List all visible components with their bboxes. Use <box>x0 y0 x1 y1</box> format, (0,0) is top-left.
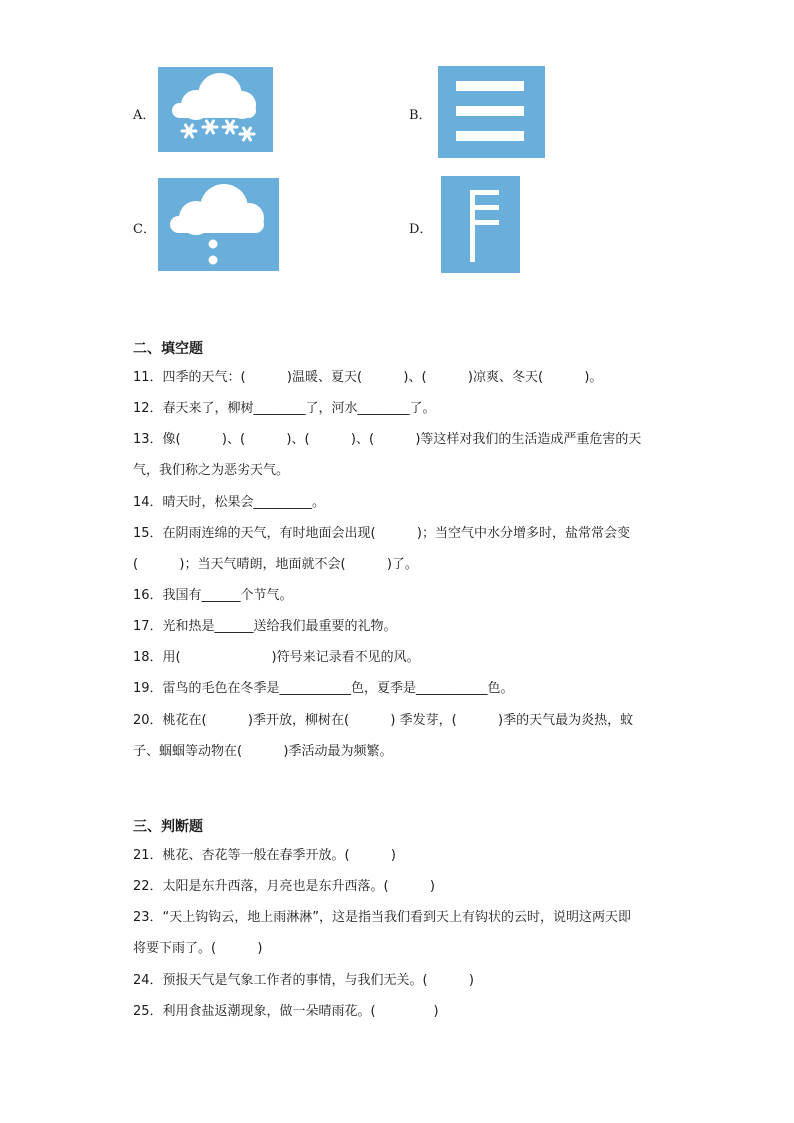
question-23-line-2: 将要下雨了。( ) <box>133 941 263 956</box>
section-title-fill-blank: 二、填空题 <box>133 341 203 357</box>
question-21: 21．桃花、杏花等一般在春季开放。( ) <box>133 848 397 863</box>
option-a-letter: A． <box>133 108 156 123</box>
fog-lines-icon <box>438 66 545 158</box>
question-12: 12．春天来了，柳树________了，河水________了。 <box>133 401 436 416</box>
question-14: 14．晴天时，松果会_________。 <box>133 495 326 510</box>
hail-cloud-icon <box>158 178 279 271</box>
option-c-letter: C． <box>133 222 156 237</box>
question-23-line-1: 23．“天上钩钩云，地上雨淋淋”，这是指当我们看到天上有钩状的云时，说明这两天即 <box>133 910 632 925</box>
option-b-letter: B． <box>409 108 432 123</box>
question-11: 11．四季的天气：( )温暖、夏天( )、( )凉爽、冬天( )。 <box>133 370 603 385</box>
question-13-line-2: 气，我们称之为恶劣天气。 <box>133 463 290 478</box>
question-25: 25．利用食盐返潮现象，做一朵晴雨花。( ) <box>133 1004 439 1019</box>
snow-cloud-icon <box>158 67 273 152</box>
question-17: 17．光和热是______送给我们最重要的礼物。 <box>133 619 397 634</box>
question-20-line-1: 20．桃花在( )季开放，柳树在( ) 季发芽，( )季的天气最为炎热，蚊 <box>133 713 634 728</box>
question-18: 18．用( )符号来记录看不见的风。 <box>133 650 420 665</box>
question-15-line-2: ( )；当天气晴朗，地面就不会( )了。 <box>133 557 418 572</box>
question-19: 19．雷鸟的毛色在冬季是___________色，夏季是___________色。 <box>133 681 514 696</box>
option-d-letter: D． <box>409 222 433 237</box>
wind-flag-icon <box>441 176 520 273</box>
question-13-line-1: 13．像( )、( )、( )、( )等这样对我们的生活造成严重危害的天 <box>133 432 642 447</box>
section-title-judge: 三、判断题 <box>133 819 203 835</box>
question-24: 24．预报天气是气象工作者的事情，与我们无关。( ) <box>133 973 475 988</box>
question-16: 16．我国有______个节气。 <box>133 588 293 603</box>
question-15-line-1: 15．在阴雨连绵的天气，有时地面会出现( )；当空气中水分增多时，盐常常会变 <box>133 526 631 541</box>
question-22: 22．太阳是东升西落，月亮也是东升西落。( ) <box>133 879 436 894</box>
question-20-line-2: 子、蝈蝈等动物在( )季活动最为频繁。 <box>133 744 393 759</box>
